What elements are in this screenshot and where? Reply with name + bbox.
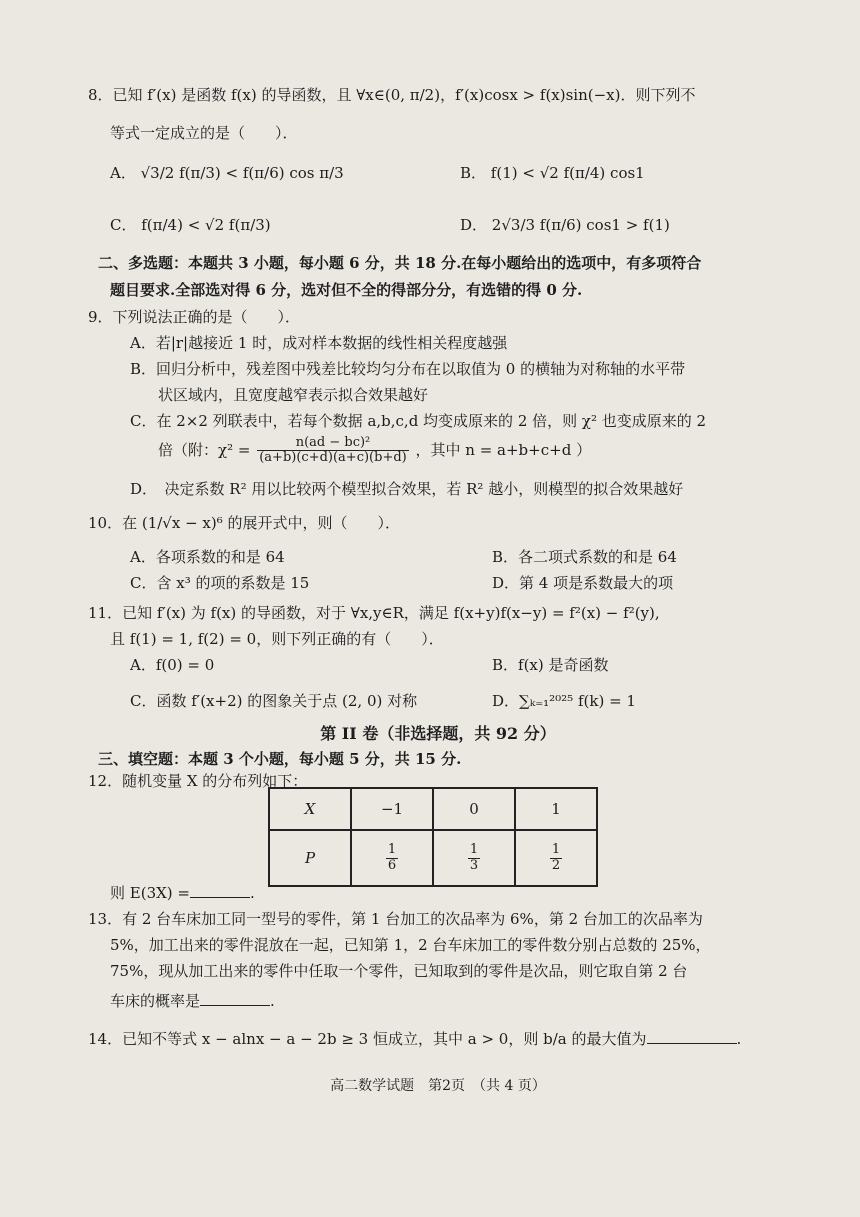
q8-option-b: B． f(1) < √2 f(π/4) cos1: [460, 164, 645, 182]
table-cell: P: [269, 830, 351, 886]
answer-blank: [647, 1028, 737, 1044]
q8-option-d: D． 2√3/3 f(π/6) cos1 > f(1): [460, 216, 670, 234]
q8-stem-line2: 等式一定成立的是（ ）．: [110, 124, 298, 142]
chi-square-denominator: (a+b)(c+d)(a+c)(b+d): [259, 450, 407, 466]
q9-option-c-prefix: 倍（附：χ² =: [158, 440, 251, 459]
q12-answer-line: 则 E(3X) = .: [110, 884, 255, 902]
q9-option-c-suffix: ，其中 n = a+b+c+d ）: [415, 440, 592, 459]
q9-option-d: D． 决定系数 R² 用以比较两个模型拟合效果，若 R² 越小，则模型的拟合效果越好: [130, 480, 684, 498]
exam-content: [58, 0, 818, 1217]
q14-line1: 14．已知不等式 x − alnx − a − 2b ≥ 3 恒成立，其中 a > 0，则 b/a 的最大值为 .: [88, 1030, 742, 1048]
table-cell: [515, 830, 597, 886]
section3-heading: 三、填空题：本题 3 个小题，每小题 5 分，共 15 分.: [98, 750, 462, 768]
q8-option-c: C． f(π/4) < √2 f(π/3): [110, 216, 271, 234]
prob-denominator: 3: [469, 857, 479, 873]
prob-denominator: 2: [551, 857, 561, 873]
chi-square-formula: [257, 436, 409, 466]
q9-option-a: A．若|r|越接近 1 时，成对样本数据的线性相关程度越强: [130, 334, 508, 352]
part2-title: 第 II 卷（非选择题，共 92 分）: [320, 724, 556, 743]
q13-line4-text: 车床的概率是: [110, 992, 201, 1010]
q10-option-c: C．含 x³ 的项的系数是 15: [130, 574, 310, 592]
q13-line4: 车床的概率是 .: [110, 992, 275, 1010]
answer-blank: [190, 882, 250, 898]
prob-denominator: 6: [387, 857, 397, 873]
section2-heading-line2: 题目要求.全部选对得 6 分，选对但不全的得部分分，有选错的得 0 分.: [110, 281, 583, 299]
table-row-x: [269, 788, 597, 830]
q13-line3: 75%，现从加工出来的零件中任取一个零件，已知取到的零件是次品，则它取自第 2 台: [110, 962, 688, 980]
table-row-p: [269, 830, 597, 886]
prob-numerator: 1: [551, 842, 561, 858]
table-cell: 1: [515, 788, 597, 830]
q12-answer-prefix: 则 E(3X) =: [110, 884, 190, 902]
q10-option-b: B．各二项式系数的和是 64: [492, 548, 677, 566]
prob-numerator: 1: [469, 842, 479, 858]
q10-option-a: A．各项系数的和是 64: [130, 548, 285, 566]
prob-fraction: [550, 843, 562, 873]
table-cell: [433, 830, 515, 886]
q12-stem: 12．随机变量 X 的分布列如下：: [88, 772, 308, 790]
table-cell: 0: [433, 788, 515, 830]
q13-line1: 13．有 2 台车床加工同一型号的零件，第 1 台加工的次品率为 6%，第 2 台加工的次品率为: [88, 910, 703, 928]
q11-option-a: A．f(0) = 0: [130, 656, 215, 674]
q9-stem: 9．下列说法正确的是（ ）．: [88, 308, 301, 326]
q13-line2: 5%，加工出来的零件混放在一起，已知第 1，2 台车床加工的零件数分别占总数的 25%，: [110, 936, 711, 954]
table-cell: X: [269, 788, 351, 830]
q14-text: 14．已知不等式 x − alnx − a − 2b ≥ 3 恒成立，其中 a > 0，则 b/a 的最大值为: [88, 1030, 647, 1048]
q9-option-b-line2: 状区域内，且宽度越窄表示拟合效果越好: [158, 386, 429, 404]
q9-option-c-line2: [158, 436, 591, 466]
q11-option-b: B．f(x) 是奇函数: [492, 656, 609, 674]
q8-stem-line1: 8．已知 f′(x) 是函数 f(x) 的导函数，且 ∀x∈(0, π/2)，f′(x)cosx > f(x)sin(−x)．则下列不: [88, 86, 696, 104]
table-cell: −1: [351, 788, 433, 830]
prob-fraction: [468, 843, 480, 873]
section2-heading-line1: 二、多选题：本题共 3 小题，每小题 6 分，共 18 分.在每小题给出的选项中，有多项符合: [98, 254, 702, 272]
prob-numerator: 1: [387, 842, 397, 858]
answer-blank: [200, 990, 270, 1006]
q10-stem: 10．在 (1/√x − x)⁶ 的展开式中，则（ ）．: [88, 514, 401, 532]
chi-square-numerator: n(ad − bc)²: [257, 436, 409, 451]
distribution-table: [268, 787, 598, 887]
prob-fraction: [386, 843, 398, 873]
q10-option-d: D．第 4 项是系数最大的项: [492, 574, 674, 592]
q11-option-c: C．函数 f′(x+2) 的图象关于点 (2, 0) 对称: [130, 692, 418, 710]
q9-option-c-line1: C．在 2×2 列联表中，若每个数据 a,b,c,d 均变成原来的 2 倍，则 χ² 也变成原来的 2: [130, 412, 707, 430]
q8-option-a: A． √3/2 f(π/3) < f(π/6) cos π/3: [110, 164, 344, 182]
q11-option-d: D．∑ₖ₌₁²⁰²⁵ f(k) = 1: [492, 692, 636, 710]
table-cell: [351, 830, 433, 886]
page-footer: 高二数学试题 第2页 （共 4 页）: [330, 1078, 546, 1094]
q9-option-b-line1: B．回归分析中，残差图中残差比较均匀分布在以取值为 0 的横轴为对称轴的水平带: [130, 360, 686, 378]
q11-stem-line1: 11．已知 f′(x) 为 f(x) 的导函数，对于 ∀x,y∈R，满足 f(x+y)f(x−y) = f²(x) − f²(y),: [88, 604, 660, 622]
q11-stem-line2: 且 f(1) = 1, f(2) = 0，则下列正确的有（ ）．: [110, 630, 444, 648]
